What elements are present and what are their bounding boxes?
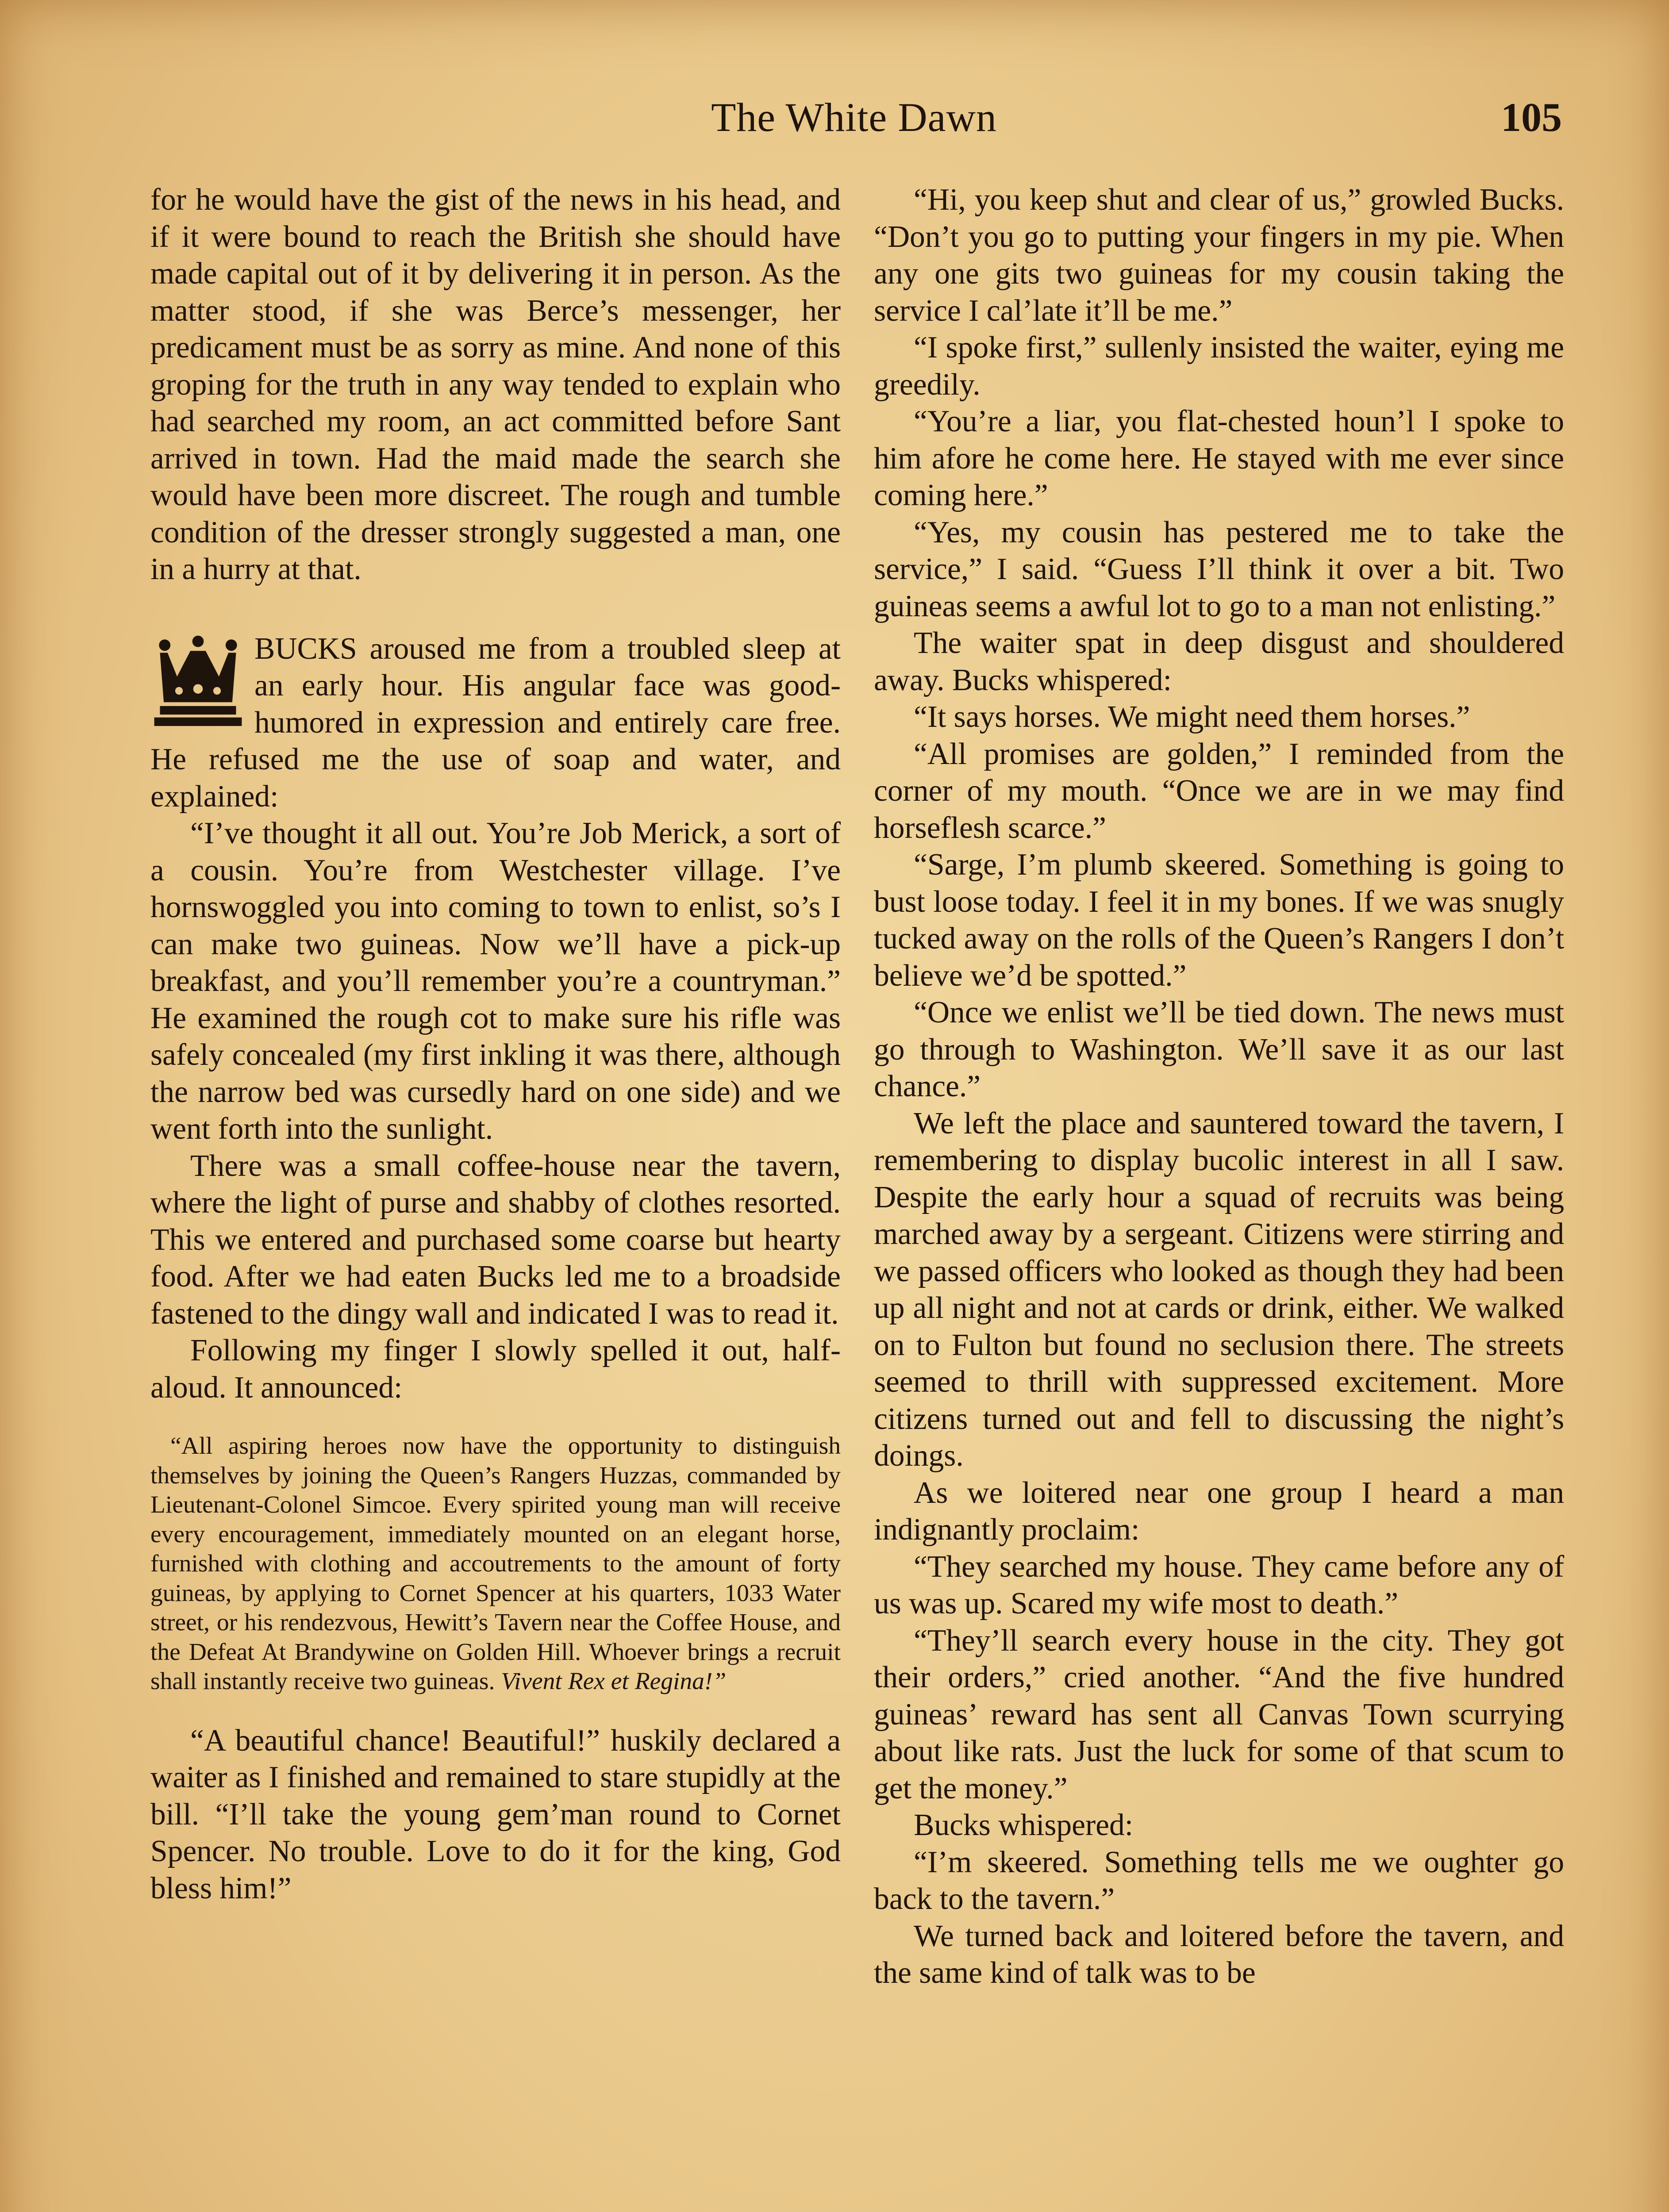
paragraph: “All promises are golden,” I reminded from the corner of my mouth. “Once we are in we may find horseflesh scarce.” — [874, 737, 1564, 845]
paragraph: “Sarge, I’m plumb skeered. Something is going to bust loose today. I feel it in my bones. If we was snugly tucked away on the rolls of the Queen’s Rangers I don’t believe we’d be spotted.” — [874, 848, 1564, 993]
right-column — [874, 181, 1564, 1992]
paragraph-text: BUCKS aroused me from a troubled sleep at an early hour. His angular face was good-humored in expression and entirely care free. He refused me the use of soap and water, and explained: — [150, 631, 841, 814]
paragraph: “They searched my house. They came before any of us was up. Scared my wife most to death.” — [874, 1549, 1564, 1621]
paragraph: for he would have the gist of the news in his head, and if it were bound to reach the British she should have made capital out of it by delivering it in person. As the matter stood, if she was Berce’s messenger, her predicament must be as sorry as mine. And none of this groping for the truth in any way tended to explain who had searched my room, an act committed before Sant arrived in town. Had the maid made the search she would have been more discreet. The rough and tumble condition of the dresser strongly suggested a man, one in a hurry at that. — [150, 183, 841, 586]
paragraph: “They’ll search every house in the city. They got their orders,” cried another. “And the five hundred guineas’ reward has sent all Canvas Town scurrying about like rats. Just the luck for some of that scum to get the money.” — [874, 1623, 1564, 1805]
crown-icon — [150, 632, 246, 730]
paragraph: The waiter spat in deep disgust and shouldered away. Bucks whispered: — [874, 626, 1564, 697]
page-header — [146, 91, 1562, 144]
paragraph: “It says horses. We might need them horses.” — [914, 700, 1470, 734]
paragraph: “Yes, my cousin has pestered me to take the service,” I said. “Guess I’ll think it over a bit. Two guineas seems a awful lot to go to a man not enlisting.” — [874, 515, 1564, 623]
paragraph: “Hi, you keep shut and clear of us,” growled Bucks. “Don’t you go to putting your fingers in my pie. When any one gits two guineas for my cousin taking the service I cal’late it’ll be me.” — [874, 183, 1564, 328]
paragraph: “I’m skeered. Something tells me we oughter go back to the tavern.” — [874, 1845, 1564, 1916]
paragraph: We turned back and loitered before the tavern, and the same kind of talk was to be — [874, 1919, 1564, 1990]
paragraph: “I spoke first,” sullenly insisted the waiter, eying me greedily. — [874, 330, 1564, 402]
broadside-notice — [150, 1432, 841, 1697]
page-number: 105 — [1501, 95, 1562, 140]
paragraph: “Once we enlist we’ll be tied down. The news must go through to Washington. We’ll save it as our last chance.” — [874, 995, 1564, 1103]
paragraph: Bucks whispered: — [914, 1808, 1134, 1842]
paragraph: “A beautiful chance! Beautiful!” huskily declared a waiter as I finished and remained to stare stupidly at the bill. “I’ll take the young gem’man round to Cornet Spencer. No trouble. Love to do it for the king, God bless him!” — [150, 1723, 841, 1905]
paragraph: “You’re a liar, you flat-chested houn’l I spoke to him afore he come here. He stayed with me ever since coming here.” — [874, 404, 1564, 512]
running-title: The White Dawn — [711, 95, 997, 140]
paragraph: Following my finger I slowly spelled it out, half-aloud. It announced: — [150, 1333, 841, 1405]
paragraph: “I’ve thought it all out. You’re Job Merick, a sort of a cousin. You’re from Westchester village. I’ve hornswoggled you into coming to town to enlist, so’s I can make two guineas. Now we’ll have a pick-up breakfast, and you’ll remember you’re a countryman.” He examined the rough cot to make sure his rifle was safely concealed (my first inkling it was there, although the narrow bed was cursedly hard on one side) and we went forth into the sunlight. — [150, 816, 841, 1146]
left-column — [150, 181, 841, 1907]
chapter-opening-paragraph — [150, 630, 841, 815]
paragraph: As we loitered near one group I heard a man indignantly proclaim: — [874, 1475, 1564, 1547]
notice-tail: Vivent Rex et Regina!” — [501, 1668, 727, 1695]
paragraph: We left the place and sauntered toward the tavern, I remembering to display bucolic interest in all I saw. Despite the early hour a squad of recruits was being marched away by a sergeant. Citizens were stirring and we passed officers who looked as though they had been up all night and not at cards or drink, either. We walked on to Fulton but found no seclusion there. The streets seemed to thrill with suppressed excitement. More citizens turned out and fell to discussing the night’s doings. — [874, 1106, 1564, 1473]
notice-text: “All aspiring heroes now have the opportunity to distinguish themselves by joining the Queen’s Rangers Huzzas, commanded by Lieutenant-Colonel Simcoe. Every spirited young man will receive every encouragement, immediately mounted on an elegant horse, furnished with clothing and accoutrements to the amount of forty guineas, by applying to Cornet Spencer at his quarters, 1033 Water street, or his rendezvous, Hewitt’s Tavern near the Coffee House, and the Defeat At Brandywine on Golden Hill. Whoever brings a recruit shall instantly receive two guineas. — [150, 1432, 841, 1695]
paragraph: There was a small coffee-house near the tavern, where the light of purse and shabby of clothes resorted. This we entered and purchased some coarse but hearty food. After we had eaten Bucks led me to a broadside fastened to the dingy wall and indicated I was to read it. — [150, 1148, 841, 1331]
